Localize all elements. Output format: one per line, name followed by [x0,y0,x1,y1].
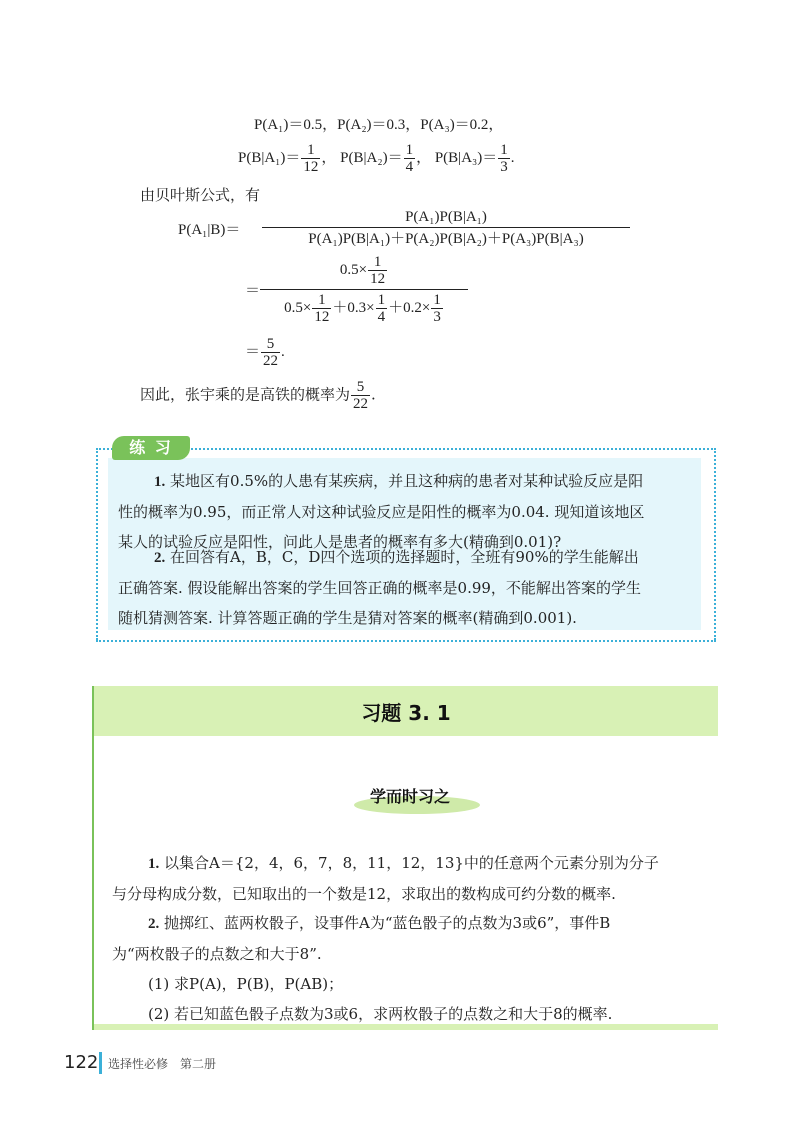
fraction: $\frac{1}{3}$ [500,142,508,175]
practice-tag: 练 习 [112,436,190,460]
page-number: 122 [64,1052,99,1073]
fraction: $\frac{1}{12}$ [370,254,386,287]
practice-border-bottom [96,640,716,642]
book-title: 选择性必修 第二册 [108,1057,217,1071]
fraction: $\frac{1}{4}$ [405,142,414,175]
practice-item-1: 1. 某地区有0.5%的人患有某疾病，并且这种病的患者对某种试验反应是阳 性的概率为0.95，而正常人对这种试验反应是阳性的概率为0.04. 现知道该地区 某人的试验反应是阳性，问此人是患者的概率有多大(精确到0.01)? [118,472,645,551]
step3-result: ＝ $\frac{5}{22}$ . [245,336,285,369]
bayes-numerator: P(A₁)P(B|A₁) [405,209,487,225]
given-conditional-probabilities: P(B|A₁)＝ $\frac{1}{12}$ ， P(B|A₂)＝ $\frac{1}{4}$ ， P(B|A₃)＝ $\frac{1}{3}$ . [238,142,515,175]
bayes-denominator: P(A₁)P(B|A₁)＋P(A₂)P(B|A₂)＋P(A₃)P(B|A₃) [262,227,630,249]
step2-fraction [260,254,468,325]
fraction: $\frac{1}{4}$ [377,292,386,325]
practice-border-left [96,448,98,640]
bayes-lhs: P(A₁|B)＝ [178,222,241,238]
step2-numerator: 0.5× $\frac{1}{12}$ [339,254,386,287]
footer-divider [99,1052,102,1074]
exercise-subtitle: 学而时习之 [369,787,450,806]
conclusion: 因此，张宇乘的是高铁的概率为 $\frac{5}{22}$ . [140,379,376,412]
practice-item-2: 2. 在回答有A，B，C，D四个选项的选择题时，全班有90%的学生能解出 正确答案. 假设能解出答案的学生回答正确的概率是0.99，不能解出答案的学生 随机猜测答案. 计算答题正确的学生是猜对答案的概率(精确到0.001). [118,548,641,627]
fraction: $\frac{1}{12}$ [314,292,330,325]
fraction: $\frac{5}{22}$ [263,336,279,369]
exercise-title: 习题 3. 1 [361,701,451,725]
fraction: $\frac{5}{22}$ [353,379,369,412]
given-probabilities-line1: P(A₁)＝0.5，P(A₂)＝0.3，P(A₃)＝0.2， [254,117,504,133]
problem-1: 1. 以集合A＝{2，4，6，7，8，11，12，13}中的任意两个元素分别为分子 与分母构成分数，已知取出的一个数是12，求取出的数构成可约分数的概率. [112,854,659,903]
practice-border-right [714,448,716,640]
step2-denominator: 0.5× $\frac{1}{12}$ ＋0.3× $\frac{1}{4}$ ＋0.2× $\frac{1}{3}$ [260,289,468,325]
problem-2: 2. 抛掷红、蓝两枚骰子，设事件A为“蓝色骰子的点数为3或6”，事件B 为“两枚骰子的点数之和大于8”. (1) 求P(A)，P(B)，P(AB)； (2) 若已知蓝色骰子点数为3或6，求两枚骰子的点数之和大于8的概率. [112,914,613,1023]
bayes-intro: 由贝叶斯公式，有 [140,186,261,204]
exercise-bottom-strip [94,1024,718,1030]
exercise-header [94,686,718,736]
bayes-fraction [262,207,630,249]
step2-equals: ＝ [245,283,261,299]
fraction: $\frac{1}{12}$ [303,142,319,175]
fraction: $\frac{1}{3}$ [433,292,441,325]
